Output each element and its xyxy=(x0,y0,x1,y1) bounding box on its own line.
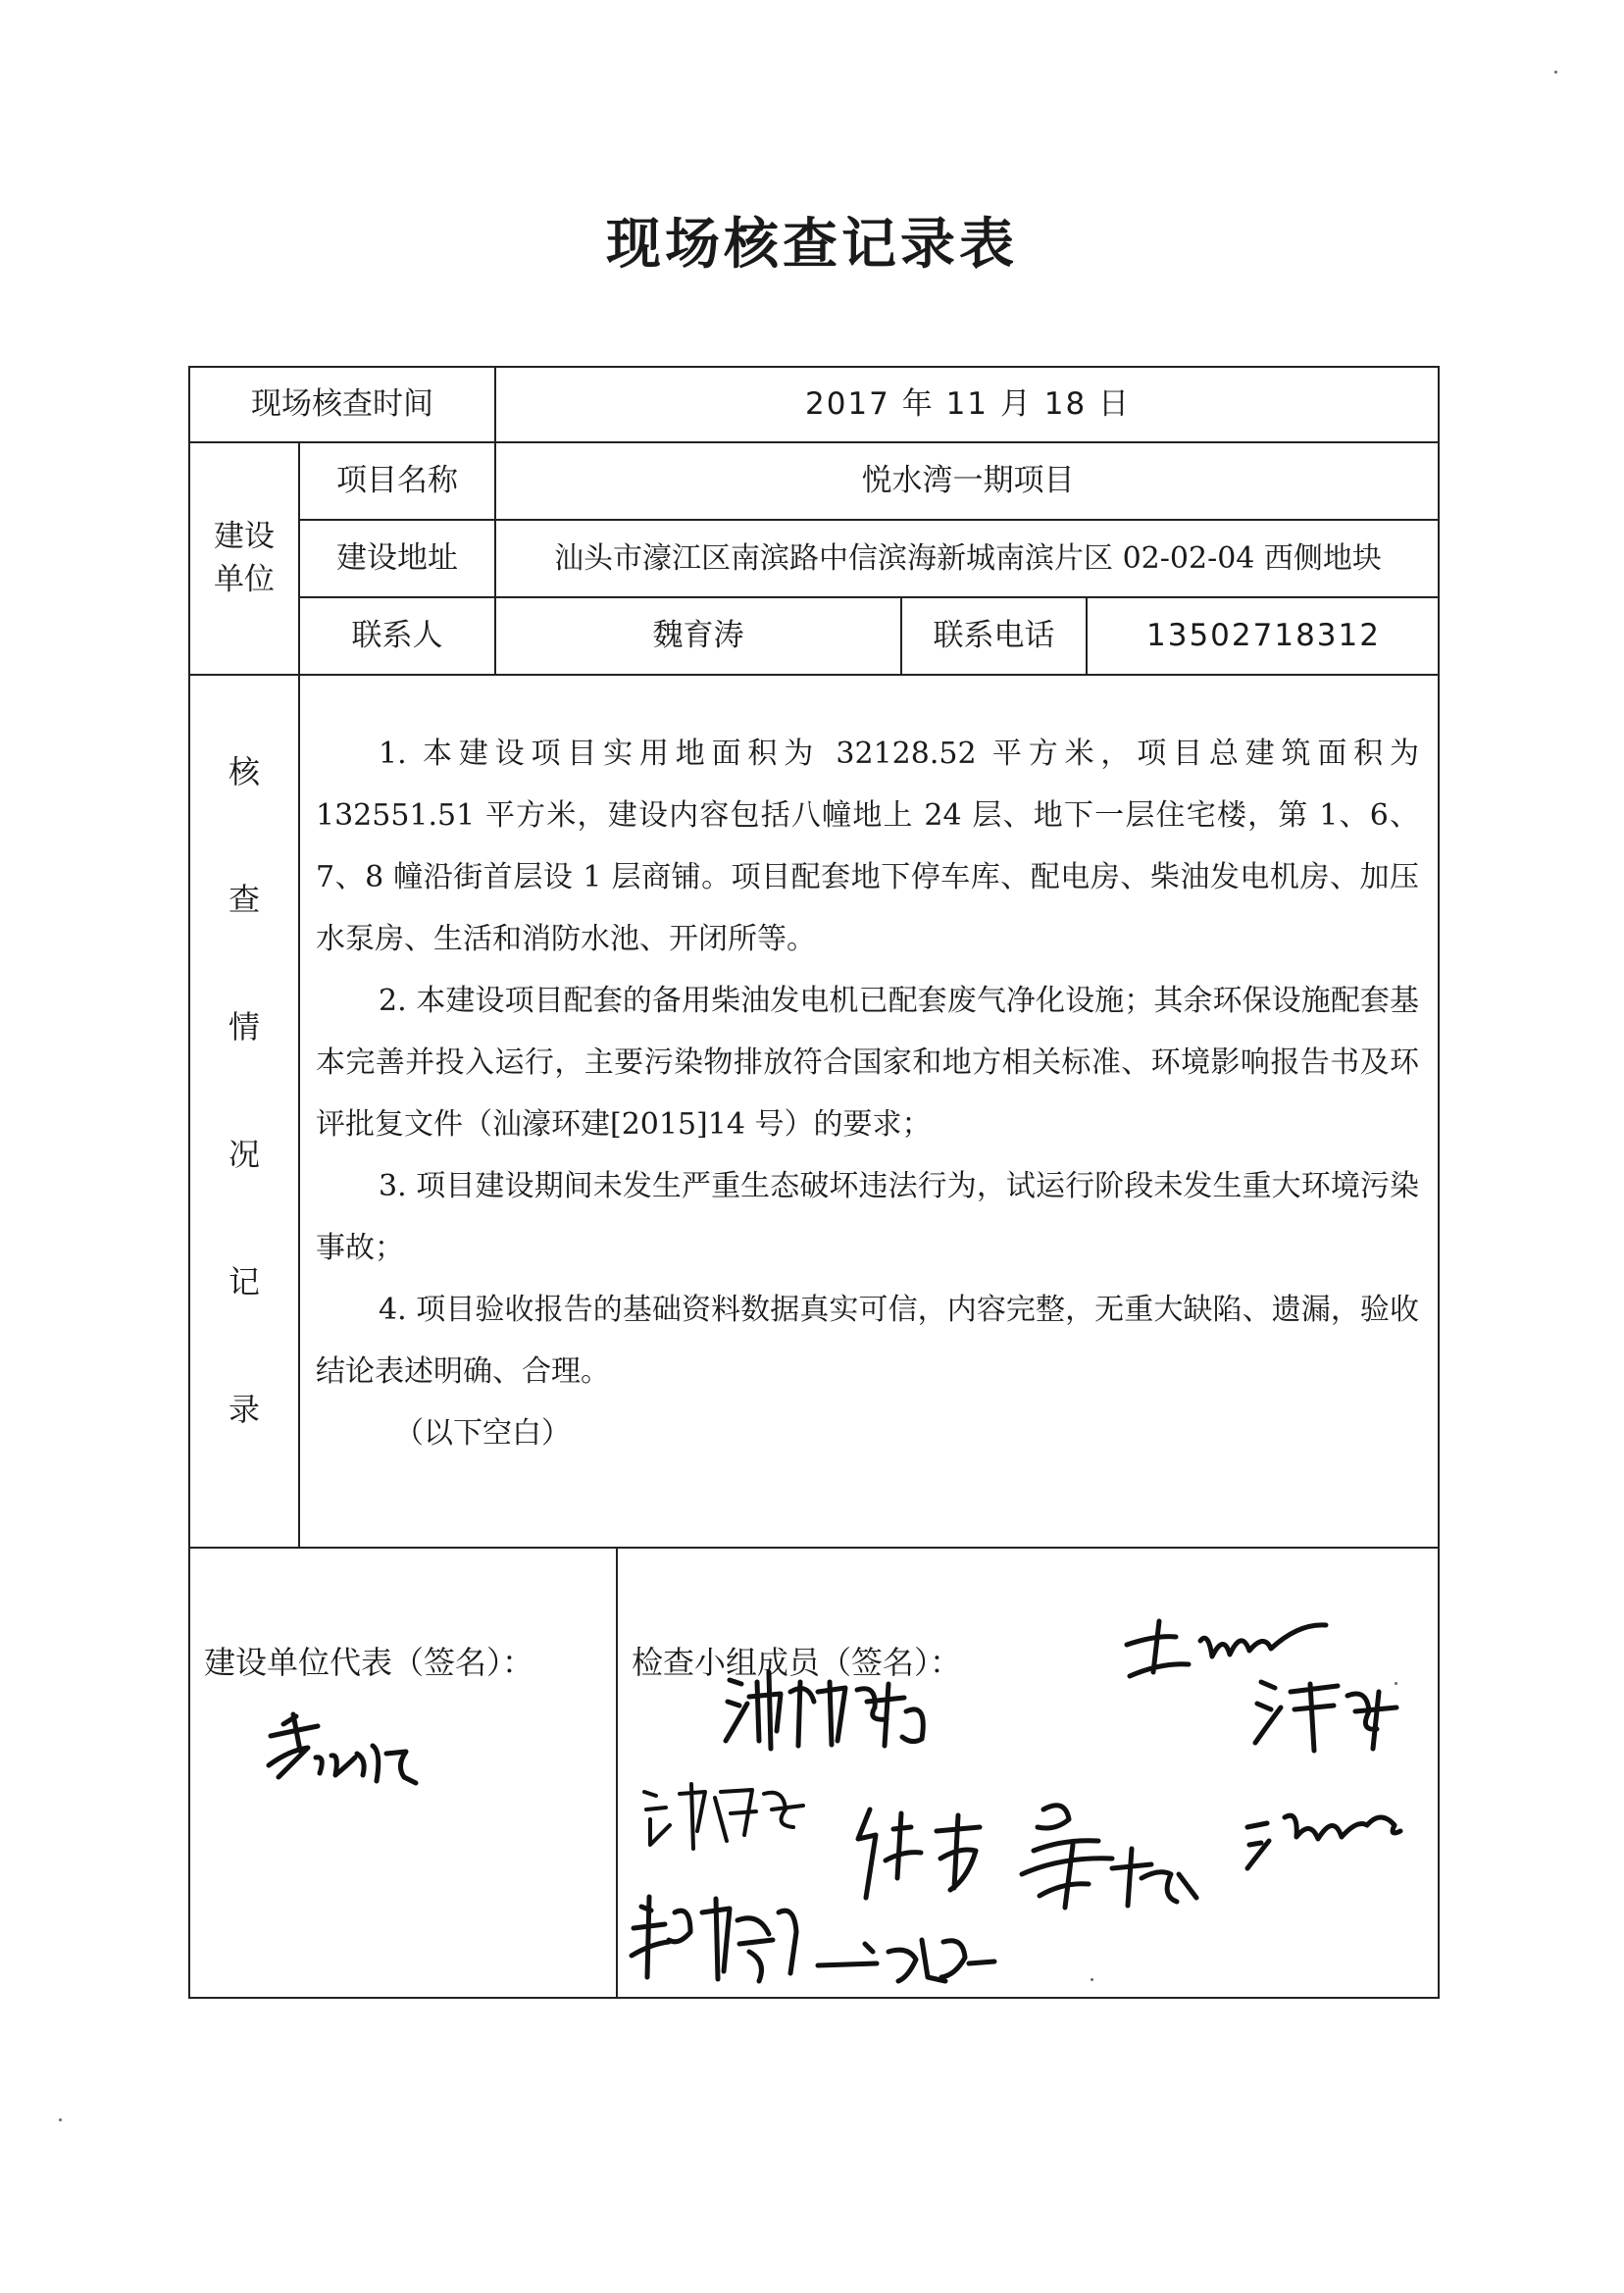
records-label-char: 况 xyxy=(228,1136,260,1173)
record-item-4: 4. 项目验收报告的基础资料数据真实可信，内容完整，无重大缺陷、遗漏，验收结论表述明确、合理。 xyxy=(316,1293,1419,1389)
records-label-char: 录 xyxy=(228,1391,260,1428)
inspection-time-label: 现场核查时间 xyxy=(251,385,433,422)
records-label-char: 查 xyxy=(228,881,260,918)
contact-value: 魏育涛 xyxy=(652,617,744,653)
record-blank-note: （以下空白） xyxy=(394,1416,571,1451)
project-name-value: 悦水湾一期项目 xyxy=(861,462,1075,498)
scan-speck xyxy=(1395,1682,1397,1685)
team-signature xyxy=(622,1883,1043,2001)
team-signature xyxy=(1102,1594,1436,1765)
team-signature xyxy=(720,1662,955,1756)
record-item-1: 1. 本建设项目实用地面积为 32128.52 平方米，项目总建筑面积为 132551.51 平方米，建设内容包括八幢地上 24 层、地下一层住宅楼，第 1、6、7、8 幢沿街首层设 1 层商铺。项目配套地下停车库、配电房、柴油发电机房、加压水泵房、生活和消防水池、开闭所等。 xyxy=(316,737,1419,956)
records-label-char: 记 xyxy=(228,1263,260,1300)
inspection-team-label: 检查小组成员（签名）： xyxy=(632,1644,962,1681)
phone-label: 联系电话 xyxy=(933,617,1055,653)
representative-signature xyxy=(249,1697,445,1805)
records-label xyxy=(190,674,298,1547)
contact-label: 联系人 xyxy=(351,617,443,653)
records-label-char: 核 xyxy=(228,753,260,790)
project-name-label: 项目名称 xyxy=(336,462,458,498)
team-signature xyxy=(636,1770,813,1859)
unit-representative-label: 建设单位代表（签名）： xyxy=(204,1644,534,1681)
team-signature xyxy=(1004,1780,1436,1927)
record-item-3: 3. 项目建设期间未发生严重生态破坏违法行为，试运行阶段未发生重大环境污染事故； xyxy=(316,1169,1419,1265)
scan-speck xyxy=(1091,1978,1093,1981)
row-divider xyxy=(190,1547,1440,1549)
record-item-2: 2. 本建设项目配套的备用柴油发电机已配套废气净化设施；其余环保设施配套基本完善并投入运行，主要污染物排放符合国家和地方相关标准、环境影响报告书及环评批复文件（汕濠环建[2015]14 号）的要求； xyxy=(316,984,1419,1142)
row-divider xyxy=(190,674,1440,676)
column-divider xyxy=(616,1547,618,1999)
phone-value: 13502718312 xyxy=(1146,617,1381,653)
inspection-time-value: 2017 年 11 月 18 日 xyxy=(804,385,1132,422)
construction-unit-label: 建设 单位 xyxy=(214,519,275,597)
address-label: 建设地址 xyxy=(336,539,458,576)
address-value: 汕头市濠江区南滨路中信滨海新城南滨片区 02-02-04 西侧地块 xyxy=(554,540,1382,576)
records-label-char: 情 xyxy=(228,1008,260,1045)
document-title: 现场核查记录表 xyxy=(606,213,1018,277)
scan-speck xyxy=(1554,71,1557,74)
inspection-records xyxy=(316,723,1419,1464)
inspection-record-form xyxy=(188,366,1440,1999)
scan-speck xyxy=(59,2118,62,2121)
